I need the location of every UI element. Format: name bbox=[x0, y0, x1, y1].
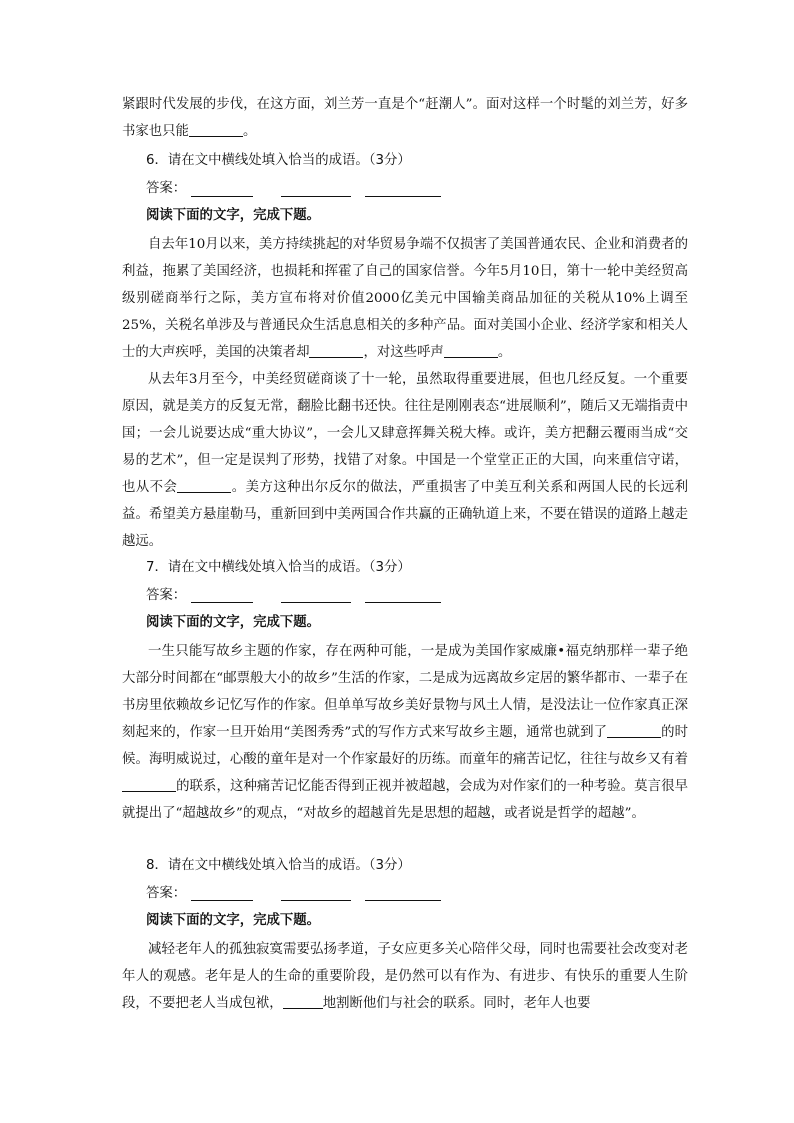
answer-blank-8-1[interactable] bbox=[191, 900, 253, 901]
intro-text-a: 紧跟时代发展的步伐，在这方面，刘兰芳一直是个“赶潮人”。面对这样一个时髦的刘兰芳，好多书家也只能 bbox=[122, 97, 688, 139]
answer-blank-6-2[interactable] bbox=[281, 196, 351, 197]
answer-blank-6-3[interactable] bbox=[365, 196, 441, 197]
section-heading: 阅读下面的文字，完成下题。 bbox=[146, 208, 321, 223]
p4-text-b: 地割断他们与社会的联系。同时，老年人也要 bbox=[322, 996, 591, 1011]
answer-label-6: 答案： bbox=[146, 181, 187, 196]
fill-blank[interactable] bbox=[189, 123, 243, 137]
answer-blank-8-3[interactable] bbox=[365, 900, 441, 901]
answer-blank-6-1[interactable] bbox=[191, 196, 253, 197]
answer-blank-7-3[interactable] bbox=[365, 602, 441, 603]
section-heading: 阅读下面的文字，完成下题。 bbox=[146, 913, 321, 928]
p3-text-c: 的联系，这种痛苦记忆能否得到正视并被超越，会成为对作家们的一种考验。莫言很早就提出了“超越故乡”的观点，“对故乡的超越首先是思想的超越，或者说是哲学的超越”。 bbox=[122, 779, 688, 821]
answer-label-7: 答案： bbox=[146, 588, 187, 603]
fill-blank[interactable] bbox=[444, 344, 498, 358]
fill-blank[interactable] bbox=[177, 479, 231, 493]
fill-blank[interactable] bbox=[122, 778, 176, 792]
article-paragraph-3 bbox=[122, 638, 688, 827]
answer-blank-8-2[interactable] bbox=[281, 900, 351, 901]
question-6: 6．请在文中横线处填入恰当的成语。（3分） bbox=[146, 153, 411, 168]
section-heading: 阅读下面的文字，完成下题。 bbox=[146, 615, 321, 630]
p2-text-b: 。美方这种出尔反尔的做法，严重损害了中美互利关系和两国人民的长远利益。希望美方悬崖勒马，重新回到中美两国合作共赢的正确轨道上来，不要在错误的道路上越走越远。 bbox=[122, 480, 689, 549]
article-paragraph-1 bbox=[122, 231, 688, 366]
question-7: 7．请在文中横线处填入恰当的成语。（3分） bbox=[146, 560, 411, 575]
p1-text-b: ，对这些呼声 bbox=[363, 345, 444, 360]
p2-text-a: 从去年3月至今，中美经贸磋商谈了十一轮，虽然取得重要进展，但也几经反复。一个重要原因，就是美方的反复无常，翻脸比翻书还快。往往是刚刚表态“进展顺利”，随后又无端指责中国；一会儿说要达成“重大协议”，一会儿又肆意挥舞关税大棒。或许，美方把翻云覆雨当成“交易的艺术”，但一定是误判了形势，找错了对象。中国是一个堂堂正正的大国，向来重信守诺，也从不会 bbox=[122, 372, 688, 495]
question-8: 8．请在文中横线处填入恰当的成语。（3分） bbox=[146, 858, 411, 873]
fill-blank[interactable] bbox=[283, 995, 323, 1009]
answer-blank-7-2[interactable] bbox=[281, 602, 351, 603]
fill-blank[interactable] bbox=[607, 724, 661, 738]
p1-text-a: 自去年10月以来，美方持续挑起的对华贸易争端不仅损害了美国普通农民、企业和消费者的利益，拖累了美国经济，也损耗和挥霍了自己的国家信誉。今年5月10日，第十一轮中美经贸高级别磋商举行之际，美方宣布将对价值2000亿美元中国输美商品加征的关税从10%上调至25%，关税名单涉及与普通民众生活息息相关的多种产品。面对美国小企业、经济学家和相关人士的大声疾呼，美国的决策者却 bbox=[122, 237, 688, 360]
intro-text-b: 。 bbox=[242, 124, 257, 139]
answer-blank-7-1[interactable] bbox=[191, 602, 253, 603]
intro-paragraph bbox=[122, 91, 688, 145]
p3-text-a: 一生只能写故乡主题的作家，存在两种可能，一是成为美国作家威廉•福克纳那样一辈子绝大部分时间都在“邮票般大小的故乡”生活的作家，二是成为远离故乡定居的繁华都市、一辈子在书房里依赖故乡记忆写作的作家。但单单写故乡美好景物与风土人情，是没法让一位作家真正深刻起来的，作家一旦开始用“美图秀秀”式的写作方式来写故乡主题，通常也就到了 bbox=[122, 644, 688, 740]
article-paragraph-4 bbox=[122, 936, 688, 1017]
answer-label-8: 答案： bbox=[146, 886, 187, 901]
p3-text-b: 的时候。海明威说过，心酸的童年是对一个作家最好的历练。而童年的痛苦记忆，往往与故乡又有着 bbox=[122, 725, 688, 767]
fill-blank[interactable] bbox=[309, 344, 363, 358]
article-paragraph-2 bbox=[122, 366, 688, 555]
p4-text-a: 减轻老年人的孤独寂寞需要弘扬孝道，子女应更多关心陪伴父母，同时也需要社会改变对老年人的观感。老年是人的生命的重要阶段，是仍然可以有作为、有进步、有快乐的重要人生阶段，不要把老人当成包袱， bbox=[122, 942, 688, 1011]
p1-text-c: 。 bbox=[497, 345, 512, 360]
